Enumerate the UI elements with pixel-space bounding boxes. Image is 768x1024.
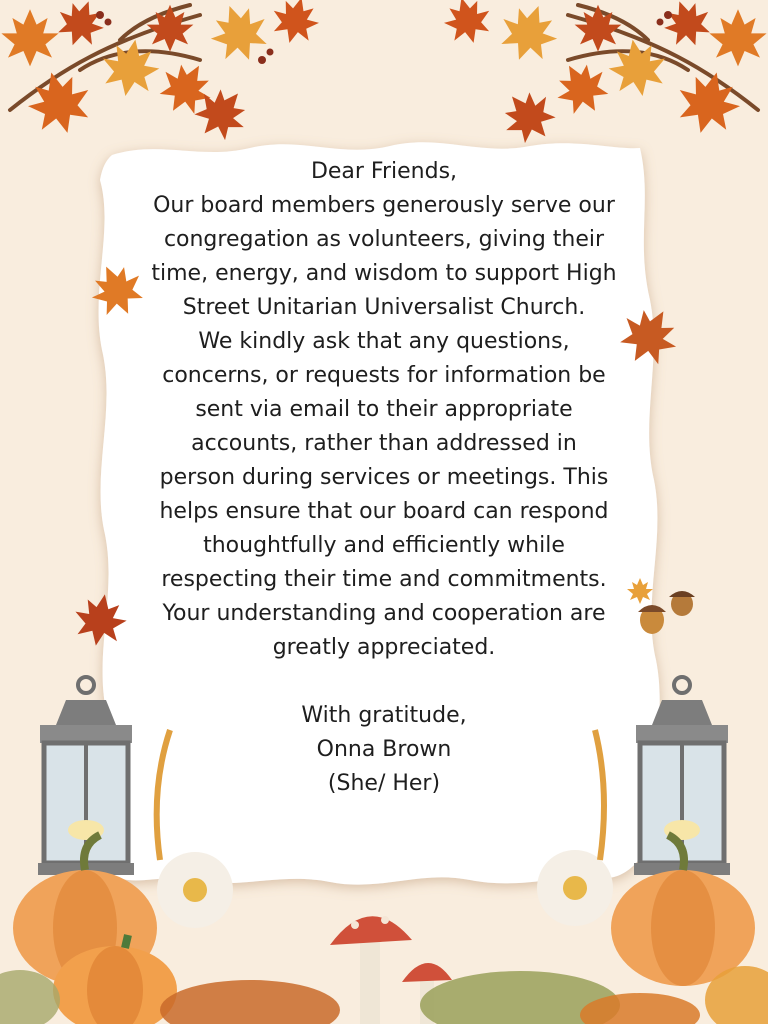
salutation: Dear Friends, (310, 159, 458, 184)
white-flower-icon (157, 852, 233, 928)
letter-paragraph-1: Our board members generously serve our congregation as volunteers, giving their time, energy, and wisdom to support High Street Unitarian Universalist Church. (151, 193, 617, 320)
signature-name: Onna Brown (316, 737, 452, 762)
letter-paragraph-2: We kindly ask that any questions, concerns, or requests for information be sent via email to their appropriate accounts, rather than addressed in person during services or meetings. This helps ensure that our board can respond thoughtfully and efficiently while respecting their time and commitments. Your understanding and cooperation are greatly appreciated. (159, 329, 609, 660)
signature-pronouns: (She/ Her) (327, 771, 441, 796)
letter-body (150, 155, 618, 801)
white-flower-icon (537, 850, 613, 926)
closing: With gratitude, (301, 703, 467, 728)
